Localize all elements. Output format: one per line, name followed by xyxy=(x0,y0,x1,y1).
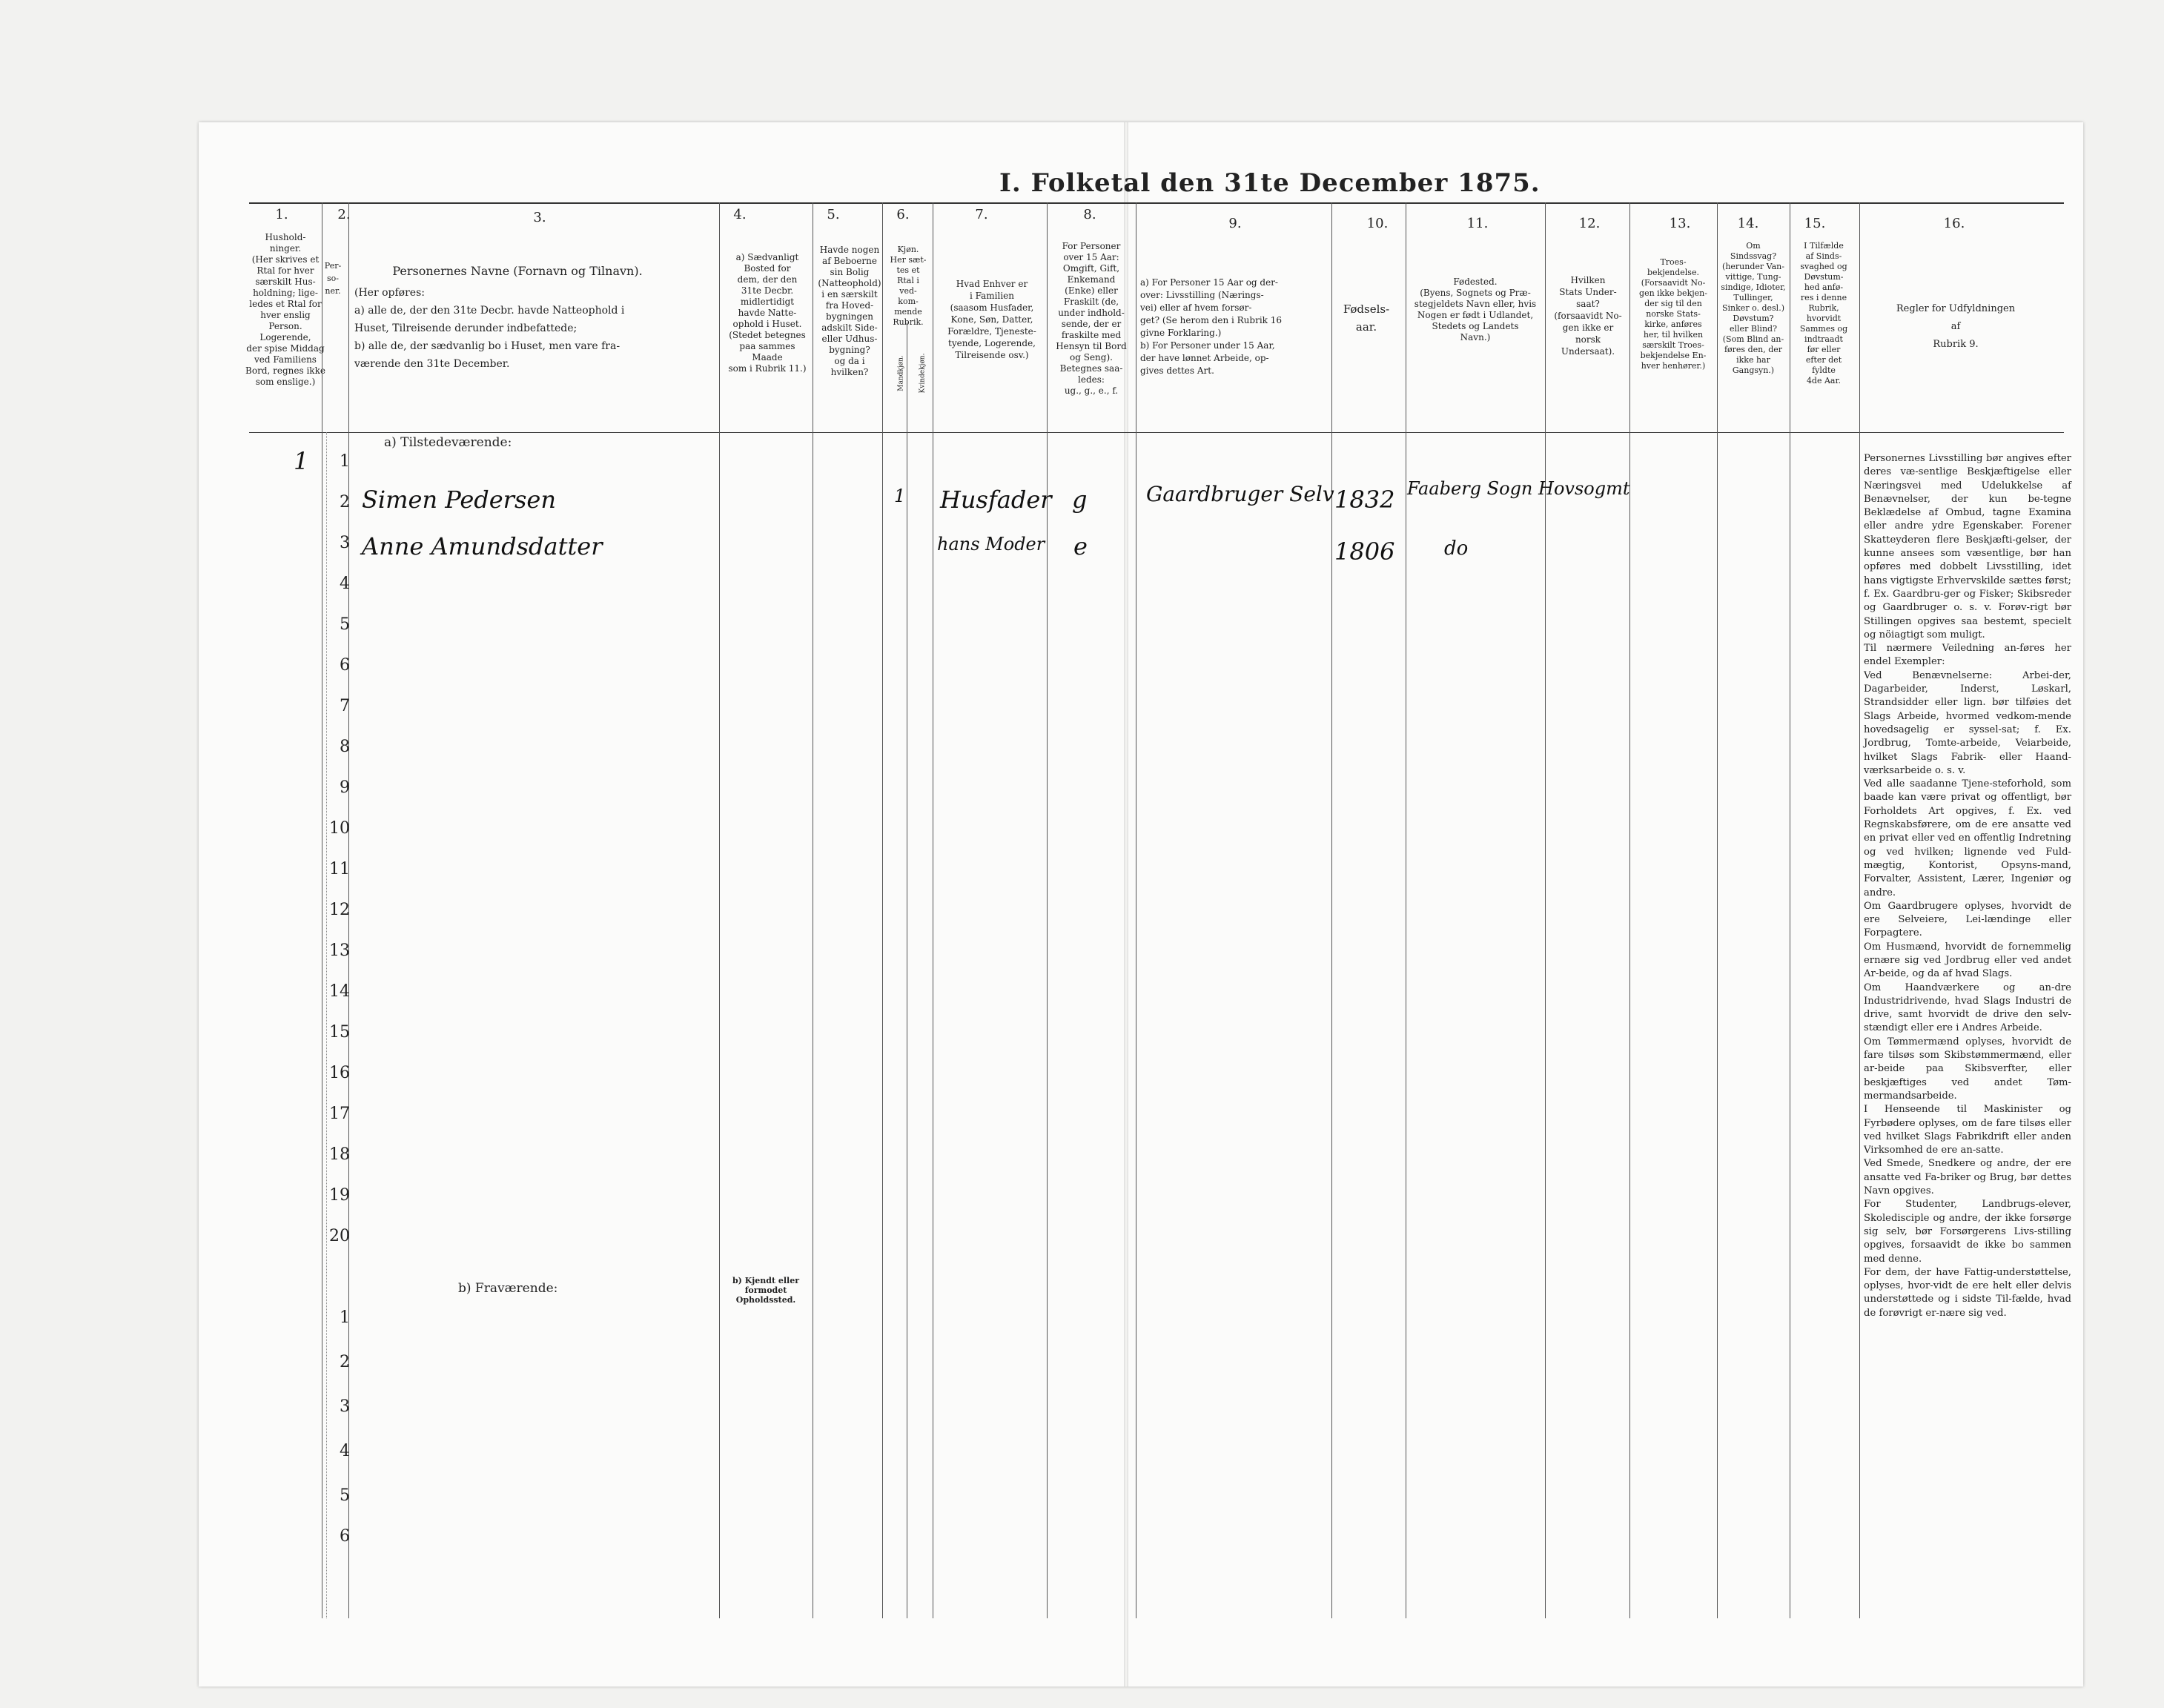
header-occupation: a) For Personer 15 Aar og der- over: Livsstilling (Nærings- vei) eller af hvem forsør- get? (Se herom den i Rubrik 16 givne Forklaring.) b) For Personer under 15 Aar, der have lønnet Arbeide, op- gives dettes Art. xyxy=(1140,277,1283,376)
row-number: 17 xyxy=(329,1105,350,1123)
col-num-2: 2. xyxy=(337,207,351,222)
section-absent-residence: b) Kjendt eller formodet Opholdssted. xyxy=(732,1276,799,1305)
header-citizenship: Hvilken Stats Under- saat? (forsaavidt No- gen ikke er norsk Undersaat). xyxy=(1554,275,1622,357)
col-num-6: 6. xyxy=(896,207,910,222)
header-bottom-rule xyxy=(249,432,2064,433)
row-number: 6 xyxy=(340,1527,350,1546)
row-number: 10 xyxy=(329,819,350,838)
col-num-16: 16. xyxy=(1943,216,1965,231)
entry-birthplace: Faaberg Sogn Hovsogmt xyxy=(1407,478,1630,499)
row-number: 14 xyxy=(329,982,350,1001)
entry-household-number: 1 xyxy=(294,447,309,475)
row-number: 4 xyxy=(340,1442,350,1460)
row-number: 3 xyxy=(340,1397,350,1416)
row-number: 8 xyxy=(340,738,350,756)
col-num-14: 14. xyxy=(1737,216,1759,231)
col-rule xyxy=(1331,202,1332,1618)
col-num-4: 4. xyxy=(733,207,747,222)
col-num-9: 9. xyxy=(1228,216,1242,231)
header-persons: Per- so- ner. xyxy=(324,261,342,296)
col-num-11: 11. xyxy=(1466,216,1489,231)
col-num-1: 1. xyxy=(275,207,288,222)
row-number: 3 xyxy=(340,534,350,552)
col-rule xyxy=(882,202,883,1618)
col-num-8: 8. xyxy=(1083,207,1096,222)
entry-sex-mark: 1 xyxy=(894,486,906,506)
col-num-3: 3. xyxy=(533,210,546,225)
entry-occupation: Gaardbruger Selv xyxy=(1146,482,1334,506)
row-number: 18 xyxy=(329,1145,350,1164)
col-num-7: 7. xyxy=(975,207,988,222)
row-number: 15 xyxy=(329,1023,350,1042)
row-number: 2 xyxy=(340,493,350,512)
row-number: 20 xyxy=(329,1227,350,1245)
entry-family-role: Husfader xyxy=(940,486,1052,514)
entry-birthplace: do xyxy=(1444,537,1469,560)
sex-male-label: Mandkjøn. xyxy=(897,355,905,391)
col-rule xyxy=(1859,202,1860,1618)
row-number: 11 xyxy=(329,860,350,878)
header-birthplace: Fødested. (Byens, Sognets og Præ- stegjeldets Navn eller, hvis Nogen er født i Udlandet, Stedets og Landets Navn.) xyxy=(1414,277,1537,342)
header-religion: Troes- bekjendelse. (Forsaavidt No- gen ikke bekjen- der sig til den norske Stats- kirke, anføres her, til hvilken særskilt Troes- bekjendelse En- hver henhører.) xyxy=(1639,257,1707,371)
col-rule xyxy=(1717,202,1718,1618)
entry-family-role: hans Moder xyxy=(937,534,1045,555)
col-rule xyxy=(1047,202,1048,1618)
entry-marital: g xyxy=(1072,486,1088,514)
header-usual-residence: a) Sædvanligt Bosted for dem, der den 31te Decbr. midlertidigt havde Natte- ophold i Huset. (Stedet betegnes paa sammes Maade som i Rubrik 11.) xyxy=(728,252,807,374)
header-sex: Kjøn. Her sæt- tes et Rtal i ved- kom- mende Rubrik. xyxy=(890,245,927,327)
header-households: Hushold- ninger. (Her skrives et Rtal for hver særskilt Hus- holdning; lige- ledes et Rtal for hver enslig Person. Logerende, der spise Middag ved Familiens Bord, regnes ikke som enslige.) xyxy=(245,232,325,387)
col-num-15: 15. xyxy=(1804,216,1826,231)
row-number: 2 xyxy=(340,1353,350,1371)
header-marital-status: For Personer over 15 Aar: Omgift, Gift, Enkemand (Enke) eller Fraskilt (de, under indhold- sende, der er fraskilte med Hensyn til Bord og Seng). Betegnes saa- ledes: ug., g., e., f. xyxy=(1056,241,1127,396)
header-names-title: Personernes Navne (Fornavn og Tilnavn). xyxy=(392,264,643,278)
row-number: 1 xyxy=(340,452,350,471)
col-num-5: 5. xyxy=(827,207,840,222)
entry-name: Anne Amundsdatter xyxy=(362,532,603,560)
rules-text: Personernes Livsstilling bør angives efter deres væ-sentlige Beskjæftigelse eller Næringsvei med Udelukkelse af Benævnelser, der kun be-tegne Beklædelse af Ombud, tagne Examina eller andre ydre Egenskaber. Forener Skatteyderen flere Beskjæfti-gelser, der kunne ansees som væsentlige, bør han opføres med dobbelt Livsstilling, idet hans vigtigste Erhvervskilde sættes først; f. Ex. Gaardbru-ger og Fisker; Skibsreder og Gaardbruger o. s. v. Forøv-rigt bør Stillingen opgives saa bestemt, specielt og nöiagtigt som muligt. Til nærmere Veiledning an-føres her endel Exempler: Ved Benævnelserne: Arbei-der, Dagarbeider, Inderst, Løskarl, Strandsidder eller lign. bør tilføies det Slags Arbeide, hvormed vedkom-mende hovedsagelig er syssel-sat; f. Ex. Jordbrug, Tomte-arbeide, Veiarbeide, hvilket Slags Fabrik- eller Haand-værksarbeide o. s. v. Ved alle saadanne Tjene-steforhold, som baade kan være privat og offentligt, bør Forholdets Art opgives, f. Ex. ved Regnskabsførere, om de ere ansatte ved en privat eller ved en offentlig Indretning og ved hvilken; lignende ved Fuld-mægtig, Kontorist, Opsyns-mand, Forvalter, Assistent, Lærer, Ingeniør og andre. Om Gaardbrugere oplyses, hvorvidt de ere Selveiere, Lei-lændinge eller Forpagtere. Om Husmænd, hvorvidt de fornemmelig ernære sig ved Jordbrug eller ved andet Ar-beide, og da af hvad Slags. Om Haandværkere og an-dre Industridrivende, hvad Slags Industri de drive, samt hvorvidt de drive den selv-stændigt eller ere i Andres Arbeide. Om Tømmermænd oplyses, hvorvidt de fare tilsøs som Skibstømmermænd, eller ar-beide paa Skibsverfter, eller beskjæftiges ved andet Tøm-mermandsarbeide. I Henseende til Maskinister og Fyrbødere oplyses, om de fare tilsøs eller ved hvilket Slags Fabrikdrift eller anden Virksomhed de ere an-satte. Ved Smede, Snedkere og andre, der ere ansatte ved Fa-briker og Brug, bør dettes Navn opgives. For Studenter, Landbrugs-elever, Skoledisciple og andre, der ikke forsørge sig selv, bør Forsørgerens Livs-stilling opgives, forsaavidt de ikke bo sammen med denne. For dem, der have Fattig-understøttelse, oplyses, hvor-vidt de ere helt eller delvis understøttede og i sidste Til-fælde, hvad de forøvrigt er-nære sig ved. xyxy=(1864,453,2071,1319)
header-family-role: Hvad Enhver er i Familien (saasom Husfader, Kone, Søn, Datter, Forældre, Tjeneste- tyende, Logerende, Tilreisende osv.) xyxy=(947,279,1036,360)
col-rule xyxy=(719,202,720,1618)
section-absent: b) Fraværende: xyxy=(458,1281,558,1296)
row-number: 7 xyxy=(340,697,350,715)
header-disability: Om Sindssvag? (herunder Van- vittige, Tung- sindige, Idioter, Tullinger, Sinker o. desl.) Døvstum? eller Blind? (Som Blind an- føres den, der ikke har Gangsyn.) xyxy=(1721,241,1786,375)
col-rule xyxy=(1545,202,1546,1618)
row-number: 13 xyxy=(329,941,350,960)
header-rules-title: Regler for Udfyldningen af Rubrik 9. xyxy=(1896,303,2016,350)
col-num-10: 10. xyxy=(1366,216,1389,231)
page-title: I. Folketal den 31te December 1875. xyxy=(999,168,1541,198)
col-num-13: 13. xyxy=(1669,216,1691,231)
entry-marital: e xyxy=(1073,532,1088,560)
row-number: 16 xyxy=(329,1064,350,1082)
header-birth-year: Fødsels- aar. xyxy=(1343,302,1390,334)
col-num-12: 12. xyxy=(1578,216,1601,231)
row-number: 19 xyxy=(329,1186,350,1205)
entry-birth-year: 1806 xyxy=(1334,537,1395,566)
sex-female-label: Kvindekjøn. xyxy=(919,353,927,394)
header-separate-building: Havde nogen af Beboerne sin Bolig (Natteophold) i en særskilt fra Hoved- bygningen adskilt Side- eller Udhus- bygning? og da i hvilken? xyxy=(818,245,881,377)
row-number: 1 xyxy=(340,1308,350,1327)
section-present: a) Tilstedeværende: xyxy=(384,435,512,450)
row-number: 5 xyxy=(340,615,350,634)
top-rule xyxy=(249,202,2064,204)
entry-name: Simen Pedersen xyxy=(362,486,556,514)
col-rule xyxy=(1629,202,1630,1618)
header-onset: I Tilfælde af Sinds- svaghed og Døvstum- hed anfø- res i denne Rubrik, hvorvidt Sammes og indtraadt før eller efter det fyldte 4de Aar. xyxy=(1799,241,1848,385)
entry-birth-year: 1832 xyxy=(1334,486,1395,514)
census-sheet xyxy=(199,122,2083,1687)
header-names-body: (Her opføres: a) alle de, der den 31te Decbr. havde Natteophold i Huset, Tilreisende derunder indbefattede; b) alle de, der sædvanlig bo i Huset, men vare fra- værende den 31te December. xyxy=(354,287,625,370)
row-number: 12 xyxy=(329,901,350,919)
row-number: 5 xyxy=(340,1486,350,1505)
row-number: 6 xyxy=(340,656,350,675)
row-number: 4 xyxy=(340,575,350,593)
row-number: 9 xyxy=(340,778,350,797)
